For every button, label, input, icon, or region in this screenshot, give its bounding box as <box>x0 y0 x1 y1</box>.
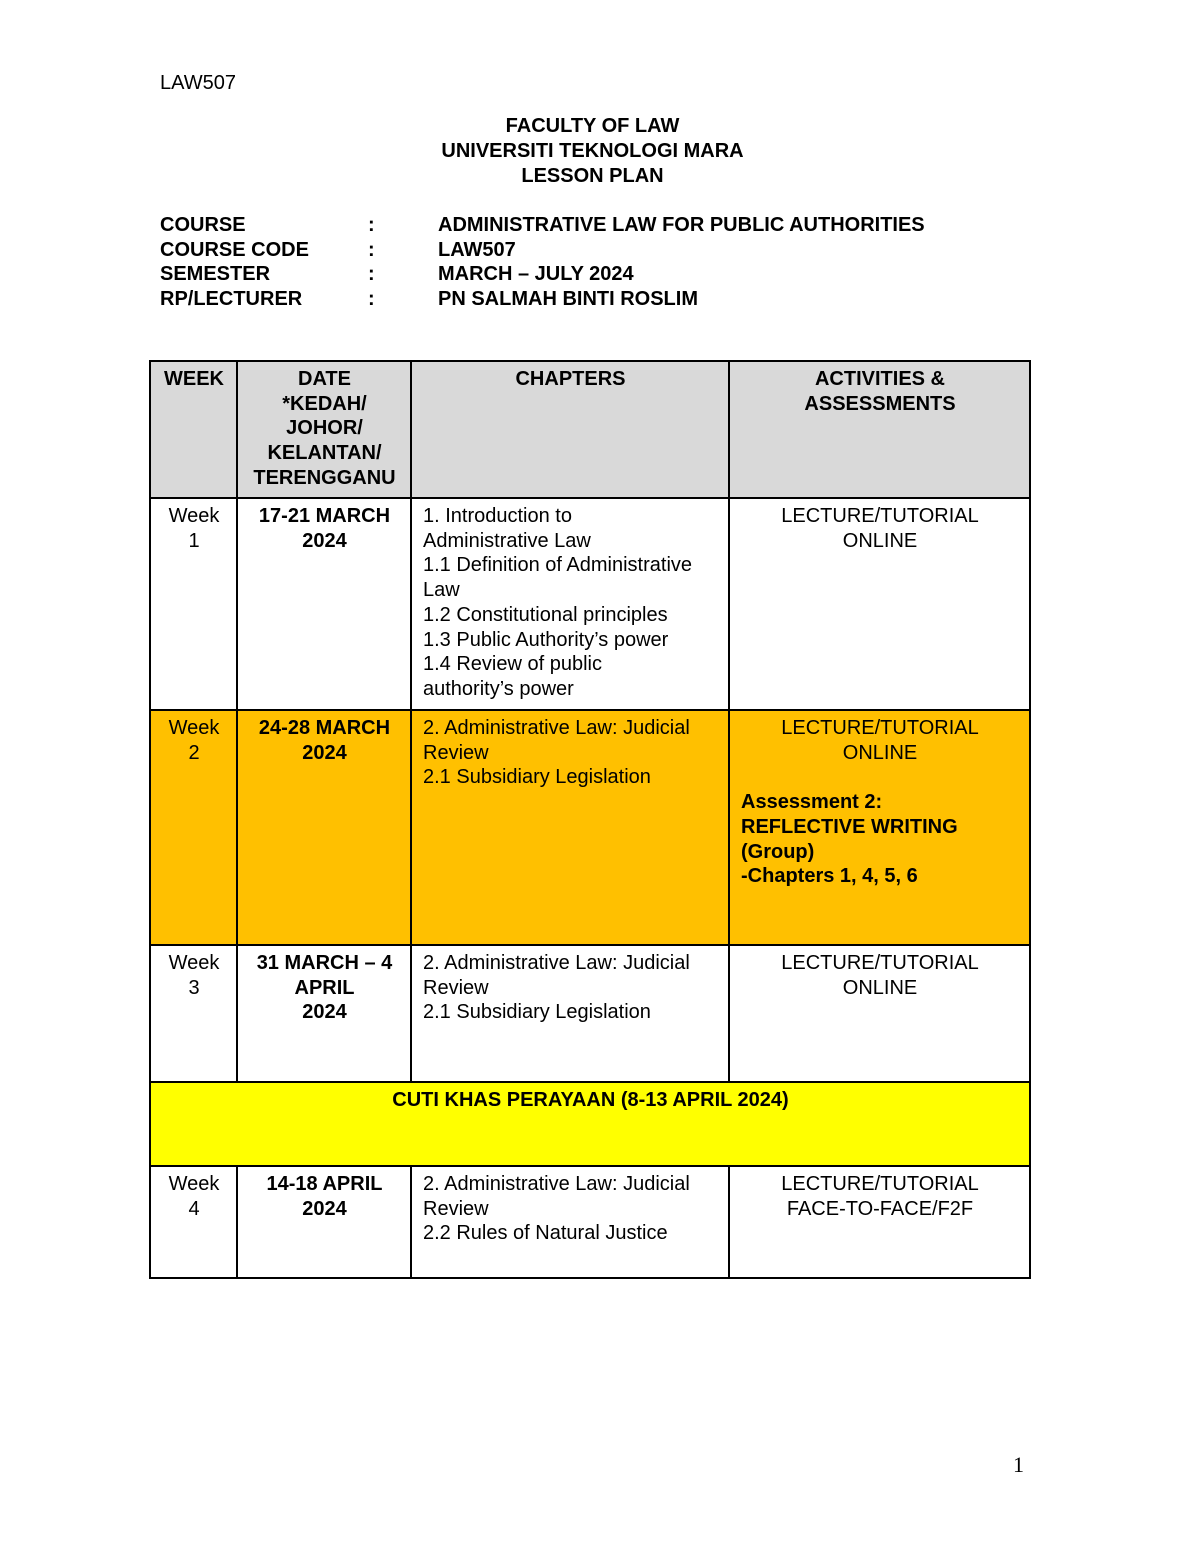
course-row <box>160 213 925 238</box>
table-row <box>150 498 1030 710</box>
info-colon: : <box>368 287 375 310</box>
activities-cell: LECTURE/TUTORIAL FACE-TO-FACE/F2F <box>729 1166 1030 1278</box>
chapters-cell: 1. Introduction to Administrative Law 1.1 Definition of Administrative Law 1.2 Constitutional principles 1.3 Public Authority’s power 1.4 Review of public authority’s power <box>411 498 729 710</box>
week-cell: Week 3 <box>150 945 237 1082</box>
course-info <box>160 213 925 311</box>
lecturer-label: RP/LECTURER <box>160 287 303 310</box>
table-row <box>150 945 1030 1082</box>
header-date: DATE *KEDAH/ JOHOR/ KELANTAN/ TERENGGANU <box>237 361 411 498</box>
header-week: WEEK <box>150 361 237 498</box>
date-cell: 14-18 APRIL 2024 <box>237 1166 411 1278</box>
holiday-row <box>150 1082 1030 1166</box>
info-colon: : <box>368 214 375 236</box>
university-title: UNIVERSITI TEKNOLOGI MARA <box>441 140 744 162</box>
week-cell: Week 4 <box>150 1166 237 1278</box>
lesson-plan-title: LESSON PLAN <box>521 165 664 187</box>
assessment-note: Assessment 2: REFLECTIVE WRITING (Group) -Chapters 1, 4, 5, 6 <box>741 791 958 888</box>
faculty-title: FACULTY OF LAW <box>505 115 680 137</box>
table-header-row <box>150 361 1030 498</box>
chapters-cell: 2. Administrative Law: Judicial Review 2.1 Subsidiary Legislation <box>411 710 729 945</box>
activities-cell: LECTURE/TUTORIAL ONLINE <box>729 945 1030 1082</box>
lesson-plan-table <box>149 360 1031 1279</box>
semester-value: MARCH – JULY 2024 <box>438 263 634 286</box>
page-number: 1 <box>1013 1452 1024 1477</box>
activities-cell: LECTURE/TUTORIAL ONLINE Assessment 2: REFLECTIVE WRITING (Group) -Chapters 1, 4, 5, 6 <box>729 710 1030 945</box>
chapters-cell: 2. Administrative Law: Judicial Review 2.2 Rules of Natural Justice <box>411 1166 729 1278</box>
course-label: COURSE <box>160 214 246 236</box>
date-cell: 24-28 MARCH 2024 <box>237 710 411 945</box>
course-code-value: LAW507 <box>438 238 516 261</box>
lecturer-row <box>160 287 925 312</box>
week-cell: Week 1 <box>150 498 237 710</box>
document-headings <box>0 114 1185 189</box>
semester-label: SEMESTER <box>160 263 271 286</box>
holiday-cell: CUTI KHAS PERAYAAN (8-13 APRIL 2024) <box>150 1082 1030 1166</box>
chapters-cell: 2. Administrative Law: Judicial Review 2.1 Subsidiary Legislation <box>411 945 729 1082</box>
document-code: LAW507 <box>160 72 236 94</box>
date-cell: 31 MARCH – 4 APRIL 2024 <box>237 945 411 1082</box>
date-cell: 17-21 MARCH 2024 <box>237 498 411 710</box>
activities-cell: LECTURE/TUTORIAL ONLINE <box>729 498 1030 710</box>
table-row <box>150 710 1030 945</box>
week-cell: Week 2 <box>150 710 237 945</box>
info-colon: : <box>368 263 375 286</box>
info-colon: : <box>368 238 375 261</box>
lecturer-value: PN SALMAH BINTI ROSLIM <box>438 287 698 310</box>
header-activities: ACTIVITIES & ASSESSMENTS <box>729 361 1030 498</box>
course-value: ADMINISTRATIVE LAW FOR PUBLIC AUTHORITIES <box>438 214 925 236</box>
semester-row <box>160 262 925 287</box>
course-code-row <box>160 238 925 263</box>
table-row <box>150 1166 1030 1278</box>
course-code-label: COURSE CODE <box>160 238 309 261</box>
header-chapters: CHAPTERS <box>411 361 729 498</box>
